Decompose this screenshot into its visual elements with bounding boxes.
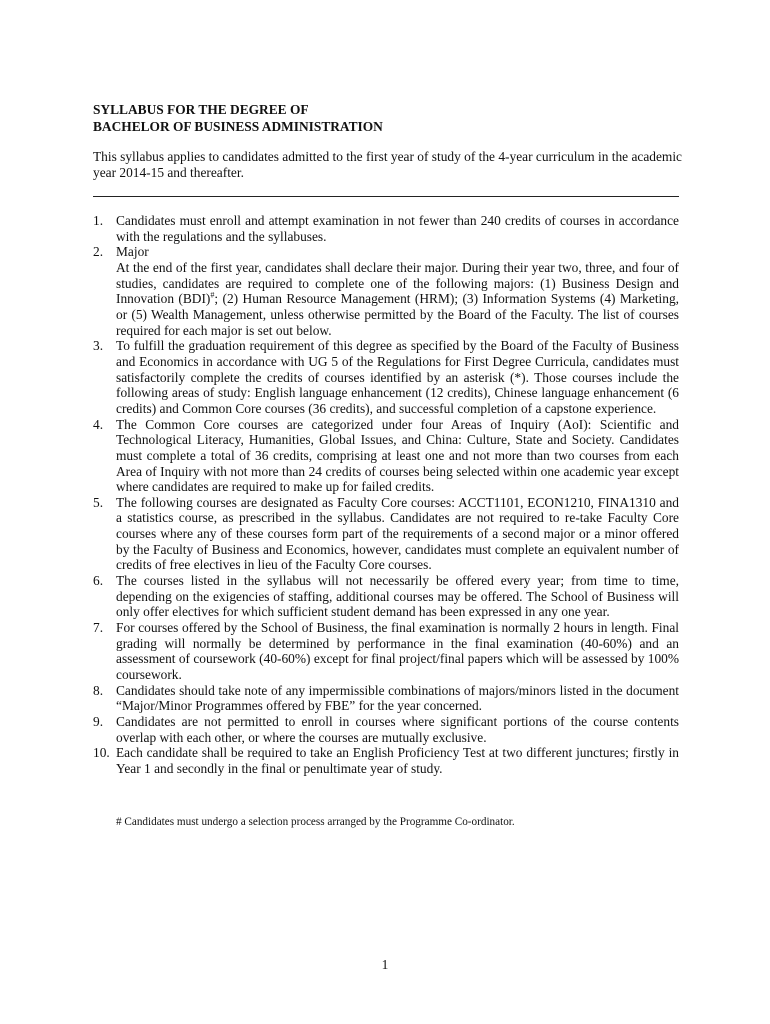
item-number: 9.	[93, 714, 104, 729]
list-item	[93, 683, 679, 714]
title-line-2: BACHELOR OF BUSINESS ADMINISTRATION	[93, 119, 383, 134]
item-number: 8.	[93, 682, 104, 698]
list-item	[93, 745, 679, 776]
item-text: The following courses are designated as Faculty Core courses: ACCT1101, ECON1210, FINA1310 and a statistics course, as prescribed in the syllabus. Candidates are not required to re-take Faculty Core courses where any of these courses form part of the requirements of a second major or a minor offered by the Faculty of Business and Economics, however, candidates must complete an equivalent number of credits of free electives in lieu of the Faculty Core courses.	[116, 494, 679, 573]
item-number: 10.	[93, 745, 110, 761]
page-number: 1	[381, 957, 389, 972]
item-number: 5.	[93, 494, 104, 510]
item-text: Candidates must enroll and attempt examination in not fewer than 240 credits of courses in accordance with the regulations and the syllabuses.	[116, 213, 679, 244]
item-text	[116, 244, 679, 338]
item-text: For courses offered by the School of Business, the final examination is normally 2 hours in length. Final grading will normally be determined by performance in the final examination (40-60%) and an assessment of coursework (40-60%) except for final project/final papers which will be assessed by 100% coursework.	[116, 620, 679, 683]
item-body	[116, 260, 679, 338]
item-text: To fulfill the graduation requirement of this degree as specified by the Board of the Faculty of Business and Economics in accordance with UG 5 of the Regulations for First Degree Curricula, candidates must satisfactorily complete the credits of courses identified by an asterisk (*). Those courses include the following areas of study: English language enhancement (12 credits), Chinese language enhancement (6 credits) and Common Core courses (36 credits), and successful completion of a capstone experience.	[116, 338, 679, 416]
list-item	[93, 244, 679, 338]
list-item	[93, 338, 679, 416]
list-item	[93, 213, 679, 244]
item-text: The courses listed in the syllabus will not necessarily be offered every year; from time to time, depending on the exigencies of staffing, additional courses may be offered. The School of Business will only offer electives for which sufficient student demand has been expressed in any one year.	[116, 573, 679, 620]
list-item	[93, 714, 679, 745]
document-title	[93, 101, 383, 135]
item-text: Each candidate shall be required to take an English Proficiency Test at two different junctures; firstly in Year 1 and secondly in the final or penultimate year of study.	[116, 745, 679, 776]
list-item	[93, 620, 679, 683]
item-body-part-1: At the end of the first year, candidates shall declare their major. During their year two, three, and four of studies, candidates are required to complete one of the following majors: (1) Business Design and Innovation (BDI)	[116, 259, 679, 307]
item-number: 4.	[93, 416, 104, 432]
regulations-list	[93, 213, 679, 777]
horizontal-divider	[93, 196, 679, 197]
list-item	[93, 573, 679, 620]
item-number: 6.	[93, 573, 104, 589]
footnote-marker: #	[210, 290, 215, 300]
title-line-1: SYLLABUS FOR THE DEGREE OF	[93, 102, 309, 117]
item-text: Candidates should take note of any impermissible combinations of majors/minors listed in the document “Major/Minor Programmes offered by FBE” for the year concerned.	[116, 682, 679, 714]
item-text: Candidates are not permitted to enroll in courses where significant portions of the course contents overlap with each other, or where the courses are mutually exclusive.	[116, 714, 679, 745]
list-item	[93, 495, 679, 573]
item-number: 2.	[93, 244, 104, 260]
item-body-part-2: ; (2) Human Resource Management (HRM); (3) Information Systems (4) Marketing, or (5) Wealth Management, unless otherwise permitted by the Board of the Faculty. The list of courses required for each major is set out below.	[116, 291, 680, 338]
item-number: 3.	[93, 338, 104, 354]
item-heading: Major	[116, 244, 149, 260]
item-number: 7.	[93, 620, 104, 636]
footnote: # Candidates must undergo a selection process arranged by the Programme Co-ordinator.	[116, 816, 515, 828]
list-item	[93, 417, 679, 495]
intro-paragraph: This syllabus applies to candidates admitted to the first year of study of the 4-year curriculum in the academic year 2014-15 and thereafter.	[93, 149, 683, 180]
item-text: The Common Core courses are categorized under four Areas of Inquiry (AoI): Scientific and Technological Literacy, Humanities, Global Issues, and China: Culture, State and Society. Candidates must complete a total of 36 credits, comprising at least one and not more than two courses from each Area of Inquiry with not more than 24 credits of courses being selected within one academic year except where candidates are required to make up for failed credits.	[116, 416, 679, 495]
item-number: 1.	[93, 213, 104, 228]
